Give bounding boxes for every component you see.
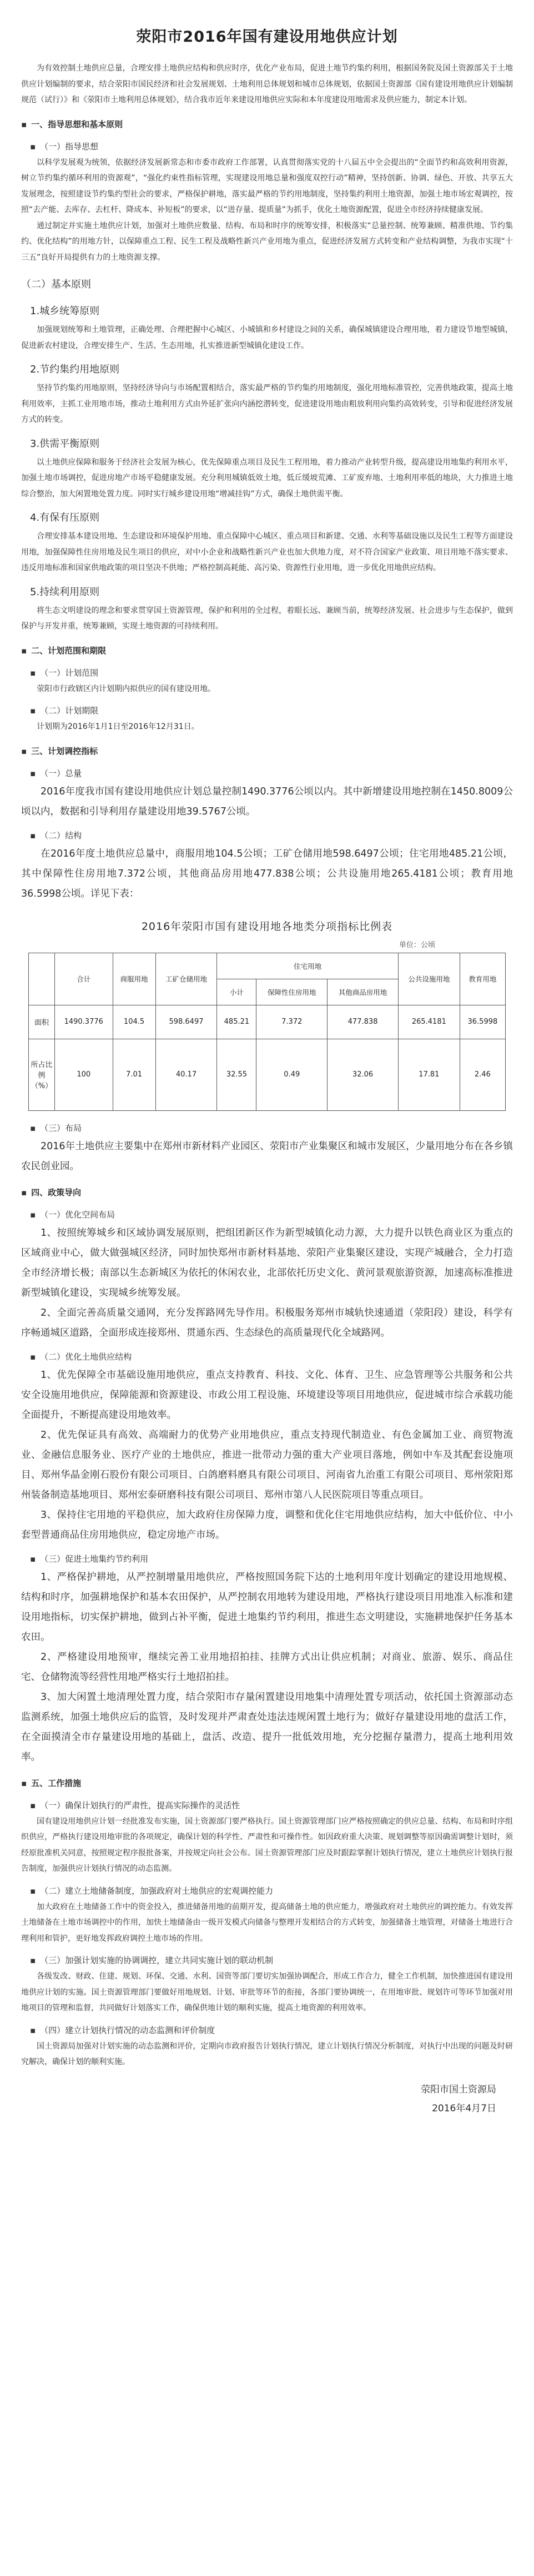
- principle-5-heading: 5.持续利用原则: [30, 586, 100, 598]
- principle-5-text: 将生态文明建设的理念和要求贯穿国土资源管理，保护和利用的全过程，着眼长远、兼顾当前，统筹经济发展、社会进步与生态保护，做到保护与开发并重，统筹兼顾，实现土地资源的可持续利用。: [21, 606, 513, 631]
- section-1-para-2: 通过制定并实施土地供应计划，加强对土地供应数量、结构、布局和时序的统筹安排，积极落实“总量控制、统筹兼顾、精准供地、节约集约、优化结构”的用地方针，以保障重点工程、民生工程及战略性新兴产业用地为重点，促进经济发展方式转变和产业结构调整，为我市实现“十三五”良好开局提供有力的土地资源支撑。: [21, 221, 513, 262]
- table-cell: 485.21: [217, 1005, 256, 1039]
- principle-4-text: 合理安排基本建设用地、生态建设和环境保护用地、重点保障中心城区、重点项目和新建、交通、水利等基础设施以及民生工程等方面建设用地，加强保障性住房用地及民生项目的供应，对中小企业和战略性新兴产业也加大供地力度，对不符合国家产业政策、项目用地不落实要求、违反用地标准和国家供地政策的项目坚决不供地；严格控制高耗能、高污染、资源性行业用地，进一步优化用地供应结构。: [21, 532, 513, 572]
- section-3-para-3: 2016年土地供应主要集中在郑州市新材料产业园区、荥阳市产业集聚区和城市发展区，少量用地分布在各乡镇农民创业园。: [21, 1140, 513, 1172]
- header-education: 教育用地: [460, 953, 505, 1005]
- table-corner-cell: [29, 953, 55, 1005]
- table-title: 2016年荥阳市国有建设用地各地类分项指标比例表: [141, 920, 393, 933]
- table-cell: 104.5: [113, 1005, 155, 1039]
- section-4-heading: ▪ 四、政策导向: [21, 1184, 513, 1201]
- section-5-sub3-heading: ▪ （三）加强计划实施的协调调控，建立共同实施计划的联动机制: [21, 1952, 513, 1969]
- table-cell: 32.55: [217, 1039, 256, 1110]
- land-supply-table: [28, 953, 506, 1111]
- table-cell: 0.49: [256, 1039, 328, 1110]
- section-3-sub2-heading: ▪ （二）结构: [21, 827, 513, 844]
- section-3-sub3-heading: ▪ （三）布局: [21, 1120, 513, 1136]
- signature-org: 荥阳市国土资源局: [421, 2084, 496, 2095]
- table-cell: 36.5998: [460, 1005, 505, 1039]
- section-5-para-2: 加大政府在土地储备工作中的资金投入，推进储备用地的前期开发，提高储备土地的供应能力，增强政府对土地供应的调控能力。有效发挥土地储备在土地市场调控中的作用，加快土地储备由一级开发模式向储备与整理开发相结合的方式转变，加强储备土地管理，对储备土地进行合理利用和管护，更好地发挥政府调控土地市场的作用。: [21, 1902, 513, 1943]
- section-3-para-2: 在2016年度土地供应总量中，商服用地104.5公顷；工矿仓储用地598.6497公顷；住宅用地485.21公顷，其中保障性住房用地7.372公顷，其他商品房用地477.838公顷；公共设施用地265.4181公顷；教育用地36.5998公顷。详见下表：: [21, 848, 513, 899]
- section-4-sub2-heading: ▪ （二）优化土地供应结构: [21, 1349, 513, 1365]
- table-cell: 1490.3776: [55, 1005, 113, 1039]
- header-res-subtotal: 小计: [217, 979, 256, 1005]
- section-1-sub2-heading: （二）基本原则: [21, 279, 91, 290]
- table-cell: 265.4181: [398, 1005, 460, 1039]
- section-4-para-1: 1、按照统筹城乡和区域协调发展原则，把组团新区作为新型城镇化动力源，大力提升以铁色商业区为重点的区域商业中心，做大做强城区经济，同时加快郑州市新材料基地、荥阳产业集聚区建设，实现产城融合，全力打造全市经济增长极；南部以生态新城区为依托的休闲农业，北部依托历史文化、黄河景观旅游资源，加速高标准推进新型城镇化建设，实现城乡统筹发展。: [21, 1227, 513, 1299]
- header-residential: 住宅用地: [217, 953, 399, 979]
- table-unit: 单位：公顷: [399, 940, 435, 949]
- principle-2-text: 坚持节约集约用地原则，坚持经济导向与市场配置相结合，落实最严格的节约集约用地制度，强化用地标准管控，完善供地政策，提高土地利用效率，主抓工业用地市场，推动土地利用方式由外延扩张向内涵挖潜转变，促进建设用地由粗放利用向集约高效转变，引导和促进经济发展方式的转变。: [21, 384, 513, 424]
- header-res-other: 其他商品房用地: [328, 979, 399, 1005]
- header-industrial: 工矿仓储用地: [155, 953, 217, 1005]
- intro-paragraph: 为有效控制土地供应总量，合理安排土地供应结构和供应时序，优化产业布局，促进土地节约集约利用，根据国务院及国土资源部关于土地供应计划编制的要求，结合荥阳市国民经济和社会发展规划、土地利用总体规划和城市总体规划，依据国土资源部《国有建设用地供应计划编制规范（试行）》和《荥阳市土地利用总体规划》，结合我市近年来建设用地供应实际和本年度建设用地需求及供应能力，制定本计划。: [21, 64, 513, 104]
- section-3-para-1: 2016年度我市国有建设用地供应计划总量控制1490.3776公顷以内。其中新增建设用地控制在1450.8009公顷以内，数据和引导利用存量建设用地39.5767公顷。: [21, 786, 513, 817]
- table-header-row: [29, 953, 506, 979]
- principle-3-text: 以土地供应保障和服务于经济社会发展为核心，优先保障重点项目及民生工程用地，着力推动产业转型升级，提高建设用地集约利用水平，加强土地市场调控，促进房地产市场平稳健康发展。充分利用城镇低效土地，低丘缓坡荒滩、工矿废弃地、土地利用率低的地块，大力推进土地综合整治，加大闲置地处置力度。同时实行城乡建设用地“增减挂钩”方式，确保土地供需平衡。: [21, 457, 513, 499]
- section-2-heading: ▪ 二、计划范围和期限: [21, 642, 513, 659]
- section-4-sub1-heading: ▪ （一）优化空间布局: [21, 1206, 513, 1223]
- table-row: [29, 1005, 506, 1039]
- section-3-heading: ▪ 三、计划调控指标: [21, 743, 513, 759]
- table-cell: 100: [55, 1039, 113, 1110]
- header-res-affordable: 保障性住房用地: [256, 979, 328, 1005]
- section-1-sub1-heading: ▪ （一）指导思想: [21, 138, 513, 155]
- section-4-para-3: 1、优先保障全市基础设施用地供应，重点支持教育、科技、文化、体育、卫生、应急管理等公共服务和公共安全设施用地供应，保障能源和资源建设、市政公用工程设施、环境建设等项目用地供应，促进城市综合承载功能全面提升，不断提高建设用地效率。: [21, 1369, 513, 1421]
- section-4-para-2: 2、全面完善高质量交通网，充分发挥路网先导作用。积极服务郑州市城轨快速通道（荥阳段）建设，科学有序畅通城区道路，全面形成连接郑州、贯通东西、生态绿色的高质量现代化全域路网。: [21, 1307, 513, 1339]
- header-public: 公共设施用地: [398, 953, 460, 1005]
- section-1-para-1: 以科学发展观为统领，依据经济发展新常态和市委市政府工作部署，认真贯彻落实党的十八届五中全会提出的“全面节约和高效利用资源，树立节约集约循环利用的资源观”，“强化约束性指标管理，实现建设用地总量和强度双控行动”精神，坚持创新、协调、绿色、开放、共享五大发展理念，按照建设节约集约型社会的要求，严格保护耕地，落实最严格的节约用地制度，坚持集约利用土地资源，加强土地市场宏观调控，按照“去产能、去库存、去杠杆、降成本、补短板”的要求，以“进存量、提质量”为抓手，优化土地资源配置，促进全市经济持续健康发展。: [21, 158, 513, 214]
- signature-date: 2016年4月7日: [432, 2102, 496, 2114]
- section-5-sub1-heading: ▪ （一）确保计划执行的严肃性，提高实际操作的灵活性: [21, 1797, 513, 1814]
- header-commercial: 商服用地: [113, 953, 155, 1005]
- section-2-sub1-heading: ▪ （一）计划范围: [21, 665, 513, 681]
- section-4-para-5: 3、保持住宅用地的平稳供应，加大政府住房保障力度，调整和优化住宅用地供应结构，加大中低价位、中小套型普通商品住房用地供应，稳定房地产市场。: [21, 1509, 513, 1541]
- signature-block: [21, 2080, 513, 2118]
- section-4-para-4: 2、优先保证具有高效、高端耐力的优势产业用地供应，重点支持现代制造业、有色金属加工业、商贸物流业、金融信息服务业、医疗产业的土地供应，推进一批带动力强的重大产业项目落地，例如中车及其配套设施项目、郑州华晶金刚石股份有限公司项目、白鸽磨料磨具有限公司项目、河南省九治重工有限公司项目、郑州荥阳郑州装备制造基地项目、郑州宏泰研磨科技有限公司项目、郑州市第八人民医院项目等重点项目。: [21, 1429, 513, 1501]
- table-row: [29, 1039, 506, 1110]
- section-4-para-8: 3、加大闲置土地清理处置力度，结合荥阳市存量闲置建设用地集中清理处置专项活动，依托国土资源部动态监测系统，加强土地供应后的监管，及时发现并严肃查处违法违规闲置土地行为；做好存量建设用地的盘活工作，在全面摸清全市存量建设用地的基础上，盘活、改造、提升一批低效用地，充分挖掘存量潜力，提高土地利用效率。: [21, 1691, 513, 1763]
- section-5-heading: ▪ 五、工作措施: [21, 1775, 513, 1792]
- table-cell: 40.17: [155, 1039, 217, 1110]
- table-cell: 17.81: [398, 1039, 460, 1110]
- section-5-sub4-heading: ▪ （四）建立计划执行情况的动态监测和评价制度: [21, 2022, 513, 2039]
- table-cell: 2.46: [460, 1039, 505, 1110]
- table-cell: 7.01: [113, 1039, 155, 1110]
- section-2-para-1: 荥阳市行政辖区内计划期内拟供应的国有建设用地。: [37, 684, 215, 693]
- principle-3-heading: 3.供需平衡原则: [30, 437, 100, 450]
- section-3-sub1-heading: ▪ （一）总量: [21, 765, 513, 782]
- principle-4-heading: 4.有保有压原则: [30, 512, 100, 524]
- principle-1-heading: 1.城乡统筹原则: [30, 305, 100, 317]
- principle-1-text: 加强规划统筹和土地管理，正确处理、合理把握中心城区、小城镇和乡村建设之间的关系，确保城镇建设合理用地，着力建设节地型城镇，促进新农村建设，合理安排生产、生活、生态用地，扎实推进新型城镇化建设工作。: [21, 325, 513, 350]
- section-4-sub3-heading: ▪ （三）促进土地集约节约利用: [21, 1551, 513, 1567]
- section-4-para-7: 2、严格建设用地预审，继续完善工业用地招拍挂、挂牌方式出让供应机制；对商业、旅游、娱乐、商品住宅、仓储物流等经营性用地严格实行土地招拍挂。: [21, 1651, 513, 1683]
- table-cell: 7.372: [256, 1005, 328, 1039]
- section-5-para-4: 国土资源局加强对计划实施的动态监测和评价，定期向市政府报告计划执行情况，建立计划执行情况分析制度，对执行中出现的问题及时研究解决，确保计划的顺利实施。: [21, 2041, 513, 2066]
- header-total: 合计: [55, 953, 113, 1005]
- table-cell: 477.838: [328, 1005, 399, 1039]
- page-title: 荥阳市2016年国有建设用地供应计划: [136, 28, 398, 46]
- section-1-heading: ▪ 一、指导思想和基本原则: [21, 116, 513, 133]
- section-2-sub2-heading: ▪ （二）计划期限: [21, 702, 513, 719]
- row-label-pct: 所占比例（%）: [29, 1039, 55, 1110]
- row-label-area: 面积: [29, 1005, 55, 1039]
- table-cell: 598.6497: [155, 1005, 217, 1039]
- section-5-sub2-heading: ▪ （二）建立土地储备制度，加强政府对土地供应的宏观调控能力: [21, 1883, 513, 1899]
- section-5-para-1: 国有建设用地供应计划一经批准发布实施，国土资源部门要严格执行。国土资源管理部门应严格按照确定的供应总量、结构、布局和时序组织供应，严格执行建设用地审批的各项规定，确保计划的科学性、严肃性和可操作性。如因政府重大决策、规划调整等原因确需调整计划时，须经原批准机关同意，按照规定程序报批备案，并按规定向社会公布。国土资源管理部门应及时跟踪掌握计划执行情况，建立土地供应计划执行报告制度，加强供应计划执行情况的动态监测。: [21, 1817, 513, 1873]
- section-2-para-2: 计划期为2016年1月1日至2016年12月31日。: [37, 722, 199, 731]
- section-4-para-6: 1、严格保护耕地，从严控制增量用地供应，严格按照国务院下达的土地利用年度计划确定的建设用地规模、结构和时序，加强耕地保护和基本农田保护，从严控制农用地转为建设用地，严格执行建设项目用地准入标准和建设用地指标，切实保护耕地，做到占补平衡，促进土地集约节约利用，推进生态文明建设，实施耕地保护任务基本农田。: [21, 1571, 513, 1643]
- table-cell: 32.06: [328, 1039, 399, 1110]
- section-5-para-3: 各级发改、财政、住建、规划、环保、交通、水利、国资等部门要切实加强协调配合，形成工作合力，健全工作机制，加快推进国有建设用地供应计划的实施。国土资源管理部门要做好用地规划、计划、审批等环节的衔接，各部门要协调统一，在用地审批、规划许可等环节加强对用地项目的管理和监督，共同做好计划落实工作，确保供地计划的顺利实施，提高土地资源的利用效率。: [21, 1972, 513, 2012]
- principle-2-heading: 2.节约集约用地原则: [30, 364, 120, 375]
